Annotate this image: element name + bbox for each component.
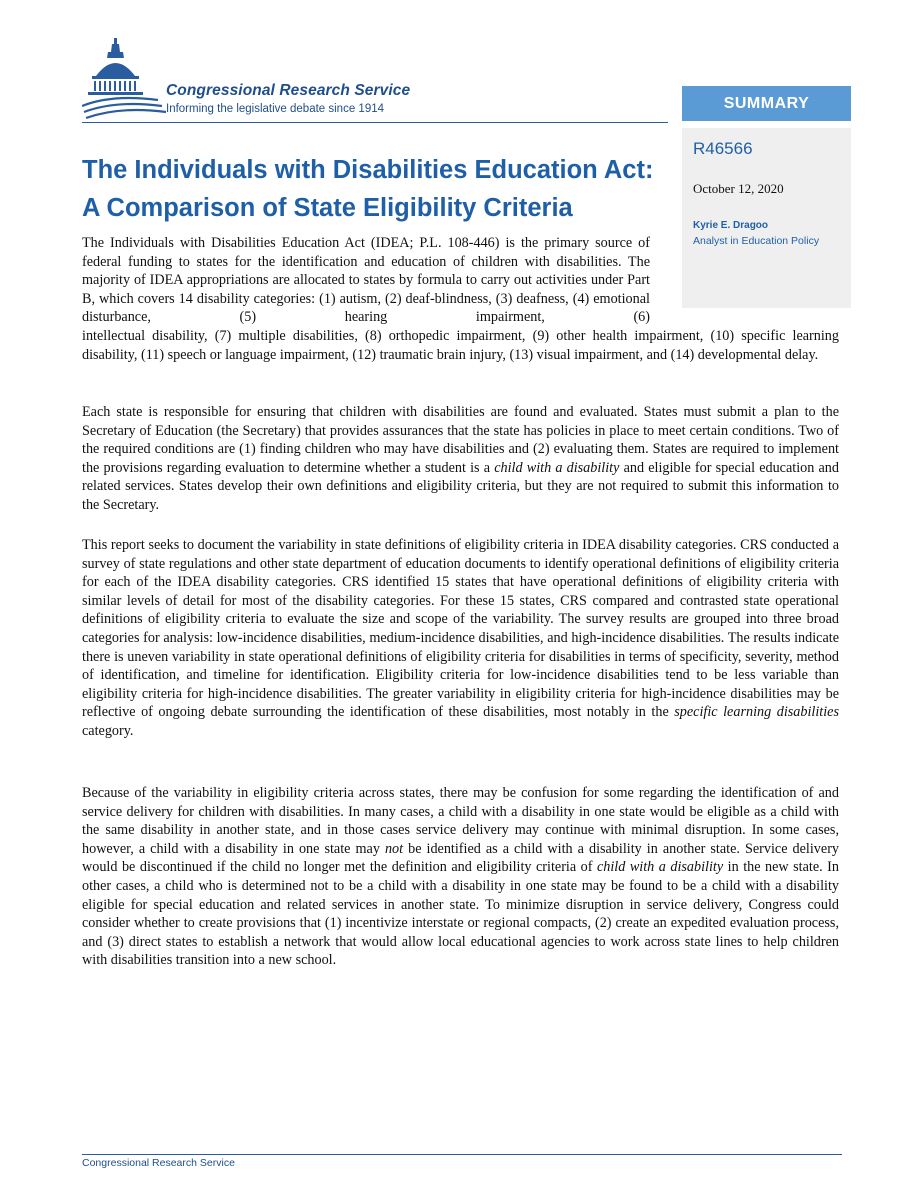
paragraph-4-emphasis-1: not — [384, 840, 404, 857]
paragraph-3 — [82, 536, 839, 741]
title-line-2: A Comparison of State Eligibility Criteria — [82, 194, 573, 222]
paragraph-2 — [82, 403, 839, 515]
paragraph-1-top — [82, 234, 650, 327]
header-divider — [82, 122, 668, 123]
paragraph-2-part-b: and eligible for special education and related services. States develop their own definitions and eligibility criteria, but they are not required to submit this information to the Secretary. — [82, 459, 839, 513]
paragraph-4-emphasis-2: child with a disability — [596, 859, 724, 876]
crs-dome-logo-icon — [82, 36, 172, 122]
paragraph-3-emphasis: specific learning disabilities — [674, 704, 839, 721]
paragraph-1-top-text: The Individuals with Disabilities Education Act (IDEA; P.L. 108-446) is the primary source of federal funding to states for the identification and education of children with disabilities. The majority of IDEA appropriations are allocated to states by formula to carry out activities under Part B, which covers 14 disability categories: (1) autism, (2) deaf-blindness, (3) deafness, (4) emotional disturbance, (5) hearing impairment, (6) — [82, 235, 650, 326]
paragraph-3-text — [82, 536, 839, 741]
paragraph-3-part-a: This report seeks to document the variability in state definitions of eligibility criteria in IDEA disability categories. CRS conducted a survey of state regulations and other state department of education documents to identify operational definitions of eligibility criteria for each of the IDEA disability categories. CRS identified 15 states that have operational definitions of eligibility criteria with similar levels of detail for most of the disability categories. For these 15 states, CRS compared and contrasted state operational definitions of eligibility criteria to evaluate the size and scope of the variability. The survey results are grouped into three broad categories for analysis: low-incidence disabilities, medium-incidence disabilities, and high-incidence disabilities. The results indicate there is uneven variability in state operational definitions of eligibility criteria for disabilities in terms of specificity, severity, method of identification, and timeline for identification. Eligibility criteria for low-incidence disabilities tend to be less variable than eligibility criteria for high-incidence disabilities. The greater variability in eligibility criteria for high-incidence disabilities may be reflective of ongoing debate surrounding the identification of these disabilities, most notably in the — [82, 537, 839, 721]
author-title: Analyst in Education Policy — [693, 235, 820, 247]
paragraph-4-part-b: be identified as a child with a disability in another state. Service delivery would be discontinued if the child no longer met the definition and eligibility criteria of — [82, 840, 840, 876]
page-title — [82, 151, 653, 227]
footer-org-name: Congressional Research Service — [82, 1157, 235, 1169]
paragraph-4-text — [82, 784, 839, 970]
paragraph-1-bottom-text: intellectual disability, (7) multiple disabilities, (8) orthopedic impairment, (9) other health impairment, (10) specific learning disability, (11) speech or language impairment, (12) traumatic brain injury, (13) visual impairment, and (14) developmental delay. — [82, 328, 839, 363]
report-date: October 12, 2020 — [693, 181, 784, 196]
title-line-1: The Individuals with Disabilities Education Act: — [82, 156, 654, 184]
footer-divider — [82, 1154, 842, 1155]
org-tagline: Informing the legislative debate since 1914 — [166, 103, 385, 115]
paragraph-4-part-c: in the new state. In other cases, a child who is determined not to be a child with a disability in one state may be found to be a child with a disability eligible for special education and related services in another state. To minimize disruption in service delivery, Congress could consider whether to create provisions that (1) incentivize interstate or regional compacts, (2) create an expedited evaluation process, and (3) direct states to establish a network that would allow local educational agencies to work across state lines to help children with disabilities transition into a new school. — [82, 859, 840, 969]
paragraph-4-part-a: Because of the variability in eligibility criteria across states, there may be confusion for some regarding the identification of and service delivery for children with disabilities. In many cases, a child with a disability in one state would be eligible as a child with the same disability in another state, and in those cases service delivery may continue with minimal disruption. In some cases, however, a child with a disability in one state may — [82, 785, 839, 857]
author-name: Kyrie E. Dragoo — [693, 220, 769, 231]
org-name: Congressional Research Service — [166, 82, 411, 99]
paragraph-2-text — [82, 403, 839, 515]
paragraph-2-part-a: Each state is responsible for ensuring that children with disabilities are found and evaluated. States must submit a plan to the Secretary of Education (the Secretary) that provides assurances that the state has policies in place to meet certain conditions. Two of the required conditions are (1) finding children who may have disabilities and (2) evaluating them. States are required to implement the provisions regarding evaluation to determine whether a student is a — [82, 404, 839, 476]
summary-label: SUMMARY — [682, 86, 851, 121]
paragraph-3-part-b: category. — [82, 722, 134, 739]
report-number: R46566 — [693, 139, 753, 158]
paragraph-1-bottom — [82, 327, 839, 364]
paragraph-2-emphasis: child with a disability — [494, 459, 620, 476]
paragraph-4 — [82, 784, 839, 970]
